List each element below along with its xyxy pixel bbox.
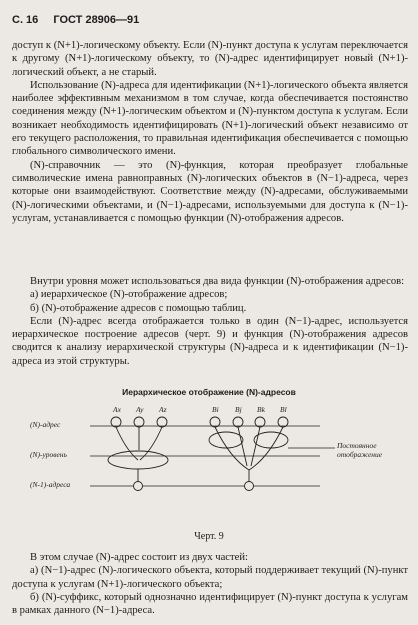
paragraph: Внутри уровня может использоваться два вида функции (N)-отображения адресов: — [30, 276, 405, 287]
row-label-n-level: (N)-уровень — [30, 450, 67, 459]
figure-title: Иерархическое отображение (N)-адресов — [122, 387, 296, 397]
address-group-a — [108, 417, 168, 491]
hierarchy-diagram — [0, 400, 418, 528]
row-label-n-address: (N)-адрес — [30, 420, 61, 429]
paragraph: Если (N)-адрес всегда отображается только в один (N−1)-адрес, используется иерархическое построение адресов (черт. 9) и функция (N)-отображения адресов сводится к анализу иерархической структуры (N)-адреса и к идентификации (N−1)-адреса из этой структуры. — [12, 315, 408, 367]
paragraph: доступ к (N+1)-логическому объекту. Если (N)-пункт доступа к услугам переключается к другому (N+1)-логическому объекту, то (N)-адрес идентифицирует новый (N+1)-логический объект, а не старый. — [12, 40, 408, 78]
label-bl: Bl — [280, 405, 287, 414]
annotation-line-1: Постоянное — [337, 441, 377, 450]
annotation-line-2: отображение — [337, 450, 383, 459]
row-label-n-1-addresses: (N-1)-адреса — [30, 480, 71, 489]
label-bj: Bj — [235, 405, 242, 414]
standard-number: ГОСТ 28906—91 — [53, 14, 140, 26]
paragraph: В этом случае (N)-адрес состоит из двух частей: — [30, 552, 248, 563]
list-item: б) (N)-суффикс, который однозначно идентифицирует (N)-пункт доступа к услугам в рамках данного (N−1)-адреса. — [12, 591, 408, 617]
body-text-middle — [12, 275, 408, 368]
label-bi: Bi — [212, 405, 219, 414]
label-ay: Ay — [136, 405, 144, 414]
page-number: С. 16 — [12, 14, 39, 26]
body-text-lower — [12, 551, 408, 617]
list-item: а) (N−1)-адрес (N)-логического объекта, который поддерживает текущий (N)-пункт доступа к услугам (N+1)-логического объекта; — [12, 565, 408, 590]
list-item: б) (N)-отображение адресов с помощью таблиц. — [30, 302, 247, 314]
label-az: Az — [159, 405, 167, 414]
address-group-b — [209, 417, 288, 491]
paragraph: (N)-справочник — это (N)-функция, которая преобразует глобальные символические имена равноправных (N)-логических объектов в (N−1)-адреса, через которые они взаимодействуют. Соответствие между (N)-адресами, обслуживаемыми (N)-логическими объектами, и (N−1)-адресами, используемыми для доступа к (N−1)-услугам, устанавливается с помощью функции (N)-отображения адресов. — [12, 159, 408, 224]
label-ax: Ax — [113, 405, 121, 414]
page-header — [12, 14, 139, 26]
label-bk: Bk — [257, 405, 265, 414]
paragraph: Использование (N)-адреса для идентификации (N+1)-логического объекта является наиболее эффективным механизмом в том случае, когда обеспечивается постоянство соединения между (N+1)-логическим объектом и (N)-пунктом доступа к услугам. Если возникает необходимость идентифицировать (N+1)-логический объект независимо от его текущего расположения, то правильная идентификация обеспечивается с помощью глобального символического имени. — [12, 79, 408, 158]
body-text-upper — [12, 39, 408, 225]
list-item: а) иерархическое (N)-отображение адресов; — [30, 289, 228, 301]
figure-caption: Черт. 9 — [194, 531, 224, 542]
